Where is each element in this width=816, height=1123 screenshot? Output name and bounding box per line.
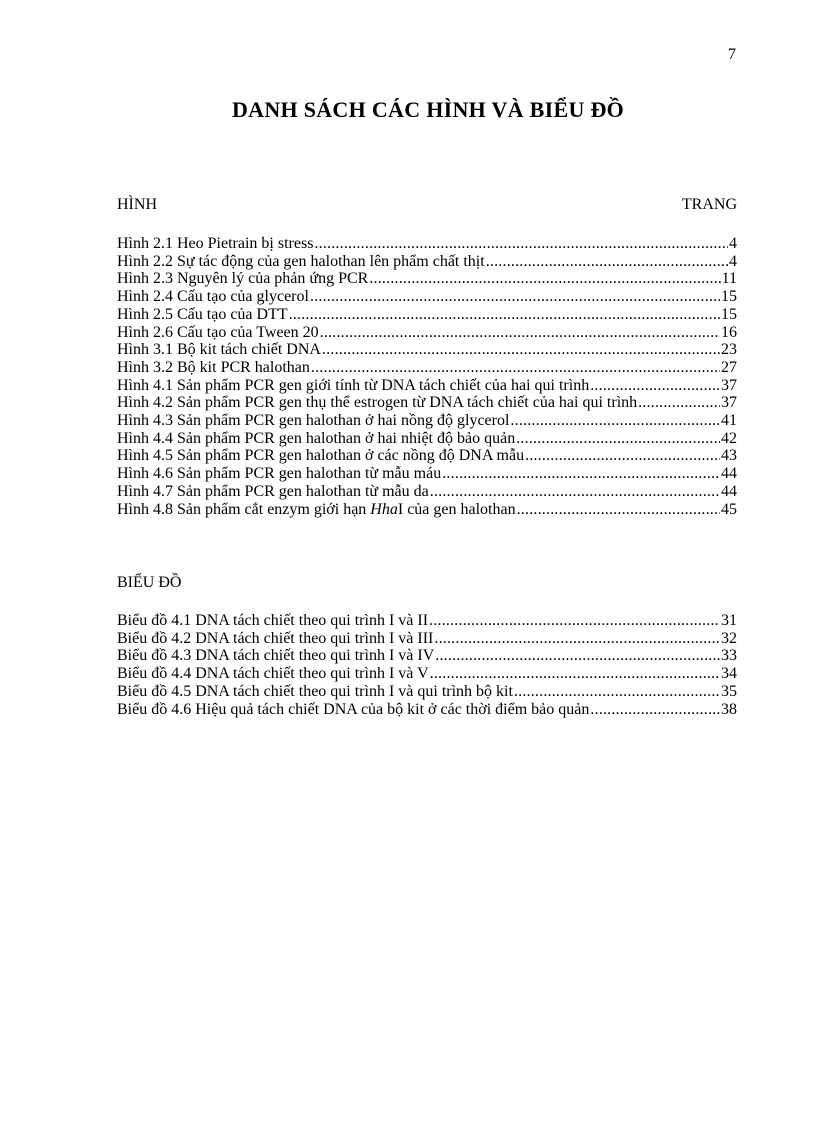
figure-entry-label: Hình 2.5 Cấu tạo của DTT: [117, 305, 288, 323]
figure-entry-label: Hình 4.3 Sản phẩm PCR gen halothan ở hai nồng độ glycerol: [117, 412, 510, 430]
leader-dots: [369, 270, 720, 288]
figure-entry-page: 4: [729, 252, 737, 270]
figure-entry-label: Hình 2.6 Cấu tạo của Tween 20: [117, 323, 319, 341]
figure-entry-label: Hình 2.2 Sự tác động của gen halothan lên phẩm chất thịt: [117, 252, 485, 270]
leader-dots: [434, 630, 720, 648]
figures-list: [117, 235, 737, 518]
figure-entry-page: 43: [721, 447, 737, 465]
figure-entry[interactable]: [117, 359, 737, 377]
figure-entry[interactable]: [117, 447, 737, 465]
figure-entry-page: 23: [721, 341, 737, 359]
charts-list: [117, 612, 737, 718]
chart-entry-page: 33: [721, 647, 737, 665]
figure-entry[interactable]: [117, 341, 737, 359]
figure-entry[interactable]: [117, 483, 737, 501]
page-title: DANH SÁCH CÁC HÌNH VÀ BIỂU ĐỒ: [231, 97, 625, 122]
figure-entry-page: 41: [721, 412, 737, 430]
chart-entry-label: Biểu đồ 4.5 DNA tách chiết theo qui trình I và qui trình bộ kit: [117, 682, 513, 700]
figure-entry-page: 37: [721, 394, 737, 412]
chart-entry-page: 32: [721, 629, 737, 647]
chart-entry[interactable]: [117, 647, 737, 665]
figure-entry-label: Hình 4.8 Sản phẩm cắt enzym giới hạn HhaI của gen halothan: [117, 500, 516, 518]
leader-dots: [486, 253, 728, 271]
figure-entry-label: Hình 4.4 Sản phẩm PCR gen halothan ở hai nhiệt độ bảo quản: [117, 429, 516, 447]
leader-dots: [435, 647, 720, 665]
figure-entry-label: Hình 4.7 Sản phẩm PCR gen halothan từ mẫu da: [117, 482, 429, 500]
figure-entry[interactable]: [117, 394, 737, 412]
figure-entry-page: 15: [721, 288, 737, 306]
figure-entry-label: Hình 4.2 Sản phẩm PCR gen thụ thể estrogen từ DNA tách chiết của hai qui trình: [117, 394, 638, 412]
figure-entry-label: Hình 4.1 Sản phẩm PCR gen giới tính từ DNA tách chiết của hai qui trình: [117, 376, 590, 394]
figure-entry[interactable]: [117, 270, 737, 288]
figure-entry-label: Hình 2.1 Heo Pietrain bị stress: [117, 235, 314, 252]
leader-dots: [289, 306, 720, 324]
figure-entry-label: Hình 3.1 Bộ kit tách chiết DNA: [117, 341, 321, 359]
figures-section-header: [117, 196, 737, 214]
chart-entry-label: Biểu đồ 4.1 DNA tách chiết theo qui trình I và II: [117, 612, 429, 629]
leader-dots: [314, 235, 728, 253]
figure-entry[interactable]: [117, 465, 737, 483]
leader-dots: [517, 501, 720, 519]
figure-entry-page: 16: [721, 323, 737, 341]
figure-entry-page: 45: [721, 500, 737, 518]
figure-entry-page: 27: [721, 358, 737, 376]
page-column-header: TRANG: [681, 196, 737, 213]
chart-entry-label: Biểu đồ 4.4 DNA tách chiết theo qui trình I và V: [117, 665, 429, 683]
figure-entry-label: Hình 2.4 Cấu tạo của glycerol: [117, 288, 309, 306]
chart-entry-label: Biểu đồ 4.3 DNA tách chiết theo qui trình I và IV: [117, 647, 435, 665]
leader-dots: [430, 483, 720, 501]
figure-entry[interactable]: [117, 324, 737, 342]
leader-dots: [525, 447, 720, 465]
figure-entry[interactable]: [117, 235, 737, 253]
figure-entry-page: 44: [721, 482, 737, 500]
leader-dots: [429, 612, 720, 630]
figure-entry-page: 42: [721, 429, 737, 447]
figure-entry-page: 11: [721, 270, 737, 288]
figure-entry[interactable]: [117, 288, 737, 306]
leader-dots: [516, 430, 720, 448]
figure-entry-label: Hình 2.3 Nguyên lý của phản ứng PCR: [117, 270, 369, 288]
figure-entry-label: Hình 4.6 Sản phẩm PCR gen halothan từ mẫu máu: [117, 465, 442, 483]
chart-entry-page: 34: [721, 665, 737, 683]
leader-dots: [638, 394, 720, 412]
chart-entry-page: 38: [721, 700, 737, 718]
figure-entry-page: 37: [721, 376, 737, 394]
chart-entry-page: 35: [721, 682, 737, 700]
figure-entry-label: Hình 4.5 Sản phẩm PCR gen halothan ở các nồng độ DNA mẫu: [117, 447, 525, 465]
chart-entry[interactable]: [117, 701, 737, 719]
figure-entry-page: 15: [721, 305, 737, 323]
leader-dots: [430, 665, 720, 683]
leader-dots: [590, 701, 720, 719]
figure-entry-label: Hình 3.2 Bộ kit PCR halothan: [117, 358, 310, 376]
figure-entry-page: 44: [721, 465, 737, 483]
page-number: 7: [728, 46, 736, 63]
leader-dots: [310, 288, 720, 306]
figure-entry-page: 4: [729, 235, 737, 252]
leader-dots: [442, 465, 720, 483]
charts-header-label: BIỂU ĐỒ: [117, 574, 182, 591]
leader-dots: [322, 341, 720, 359]
figure-entry[interactable]: [117, 306, 737, 324]
leader-dots: [311, 359, 720, 377]
leader-dots: [510, 412, 720, 430]
leader-dots: [514, 683, 720, 701]
chart-entry-page: 31: [721, 612, 737, 629]
figure-entry[interactable]: [117, 430, 737, 448]
chart-entry[interactable]: [117, 665, 737, 683]
figure-entry-hha[interactable]: [117, 501, 737, 519]
figures-header-label: HÌNH: [117, 196, 157, 213]
chart-entry-label: Biểu đồ 4.6 Hiệu quả tách chiết DNA của bộ kit ở các thời điểm bảo quản: [117, 700, 590, 718]
figure-entry[interactable]: [117, 253, 737, 271]
leader-dots: [590, 377, 720, 395]
figure-entry[interactable]: [117, 412, 737, 430]
leader-dots: [320, 324, 720, 342]
chart-entry[interactable]: [117, 630, 737, 648]
figure-entry[interactable]: [117, 377, 737, 395]
chart-entry[interactable]: [117, 612, 737, 630]
chart-entry[interactable]: [117, 683, 737, 701]
charts-section-header: [117, 574, 737, 592]
chart-entry-label: Biểu đồ 4.2 DNA tách chiết theo qui trình I và III: [117, 629, 434, 647]
